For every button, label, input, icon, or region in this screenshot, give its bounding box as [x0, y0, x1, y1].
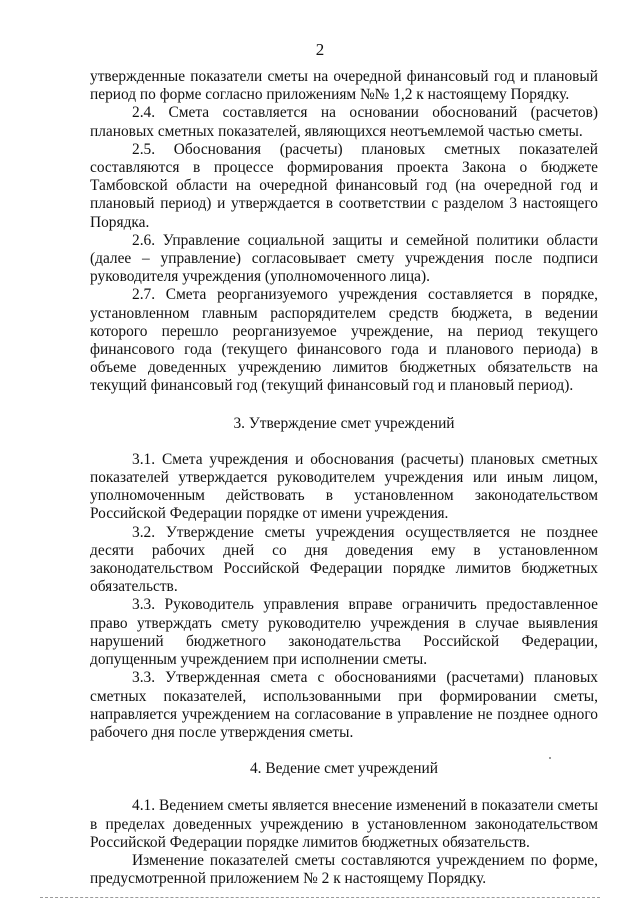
page-number: 2: [315, 40, 325, 59]
paragraph-3-2: 3.2. Утверждение сметы учреждения осуществляется не позднее десяти рабочих дней со дня доведения ему в установленном законодательством Российской Федерации порядке лимитов бюджетных обязательств.: [90, 523, 598, 596]
paragraph-3-3: 3.3. Руководитель управления вправе ограничить предоставленное право утверждать смету руководителю учреждения в случае выявления нарушений бюджетного законодательства Российской Федерации, допущенным учреждением при исполнении сметы.: [90, 596, 598, 669]
paragraph-2-5: 2.5. Обоснования (расчеты) плановых сметных показателей составляются в процессе формирования проекта Закона о бюджете Тамбовской области на очередной финансовый год (на очередной год и плановый период) и утверждается в соответствии с разделом 3 настоящего Порядка.: [90, 140, 598, 231]
paragraph-2-7: 2.7. Смета реорганизуемого учреждения составляется в порядке, установленном главным распорядителем средств бюджета, в ведении которого перешло реорганизуемое учреждение, на период текущего финансового года (текущего финансового года и планового периода) в объеме доведенных учреждению лимитов бюджетных обязательств на текущий финансовый год (текущий финансовый год и плановый период).: [90, 286, 598, 395]
scan-artifact-line: [40, 897, 600, 898]
document-body: [90, 68, 598, 888]
paragraph-4-1: 4.1. Ведением сметы является внесение изменений в показатели сметы в пределах доведенных учреждению в установленном законодательством Российской Федерации порядке лимитов бюджетных обязательств.: [90, 797, 598, 851]
paragraph-4-changes: Изменение показателей сметы составляются учреждением по форме, предусмотренной приложением № 2 к настоящему Порядку.: [90, 851, 598, 888]
paragraph-2-4: 2.4. Смета составляется на основании обоснований (расчетов) плановых сметных показателей, являющихся неотъемлемой частью сметы.: [90, 104, 598, 140]
section-4-heading: 4. Ведение смет учреждений: [249, 760, 439, 778]
section-3-heading: 3. Утверждение смет учреждений: [233, 414, 455, 432]
paragraph-2-6: 2.6. Управление социальной защиты и семейной политики области (далее – управление) согласовывает смету учреждения после подписи руководителя учреждения (уполномоченного лица).: [90, 231, 598, 286]
scan-artifact-dot: [549, 757, 551, 759]
paragraph-continuation: утвержденные показатели сметы на очередной финансовый год и плановый период по форме согласно приложениям №№ 1,2 к настоящему Порядку.: [90, 68, 598, 104]
paragraph-3-3-second: 3.3. Утвержденная смета с обоснованиями (расчетами) плановых сметных показателей, использованными при формировании сметы, направляется учреждением на согласование в управление не позднее одного рабочего дня после утверждения сметы.: [90, 669, 598, 741]
paragraph-3-1: 3.1. Смета учреждения и обоснования (расчеты) плановых сметных показателей утверждается руководителем учреждения или иным лицом, уполномоченным действовать в установленном законодательством Российской Федерации порядке от имени учреждения.: [90, 450, 598, 523]
